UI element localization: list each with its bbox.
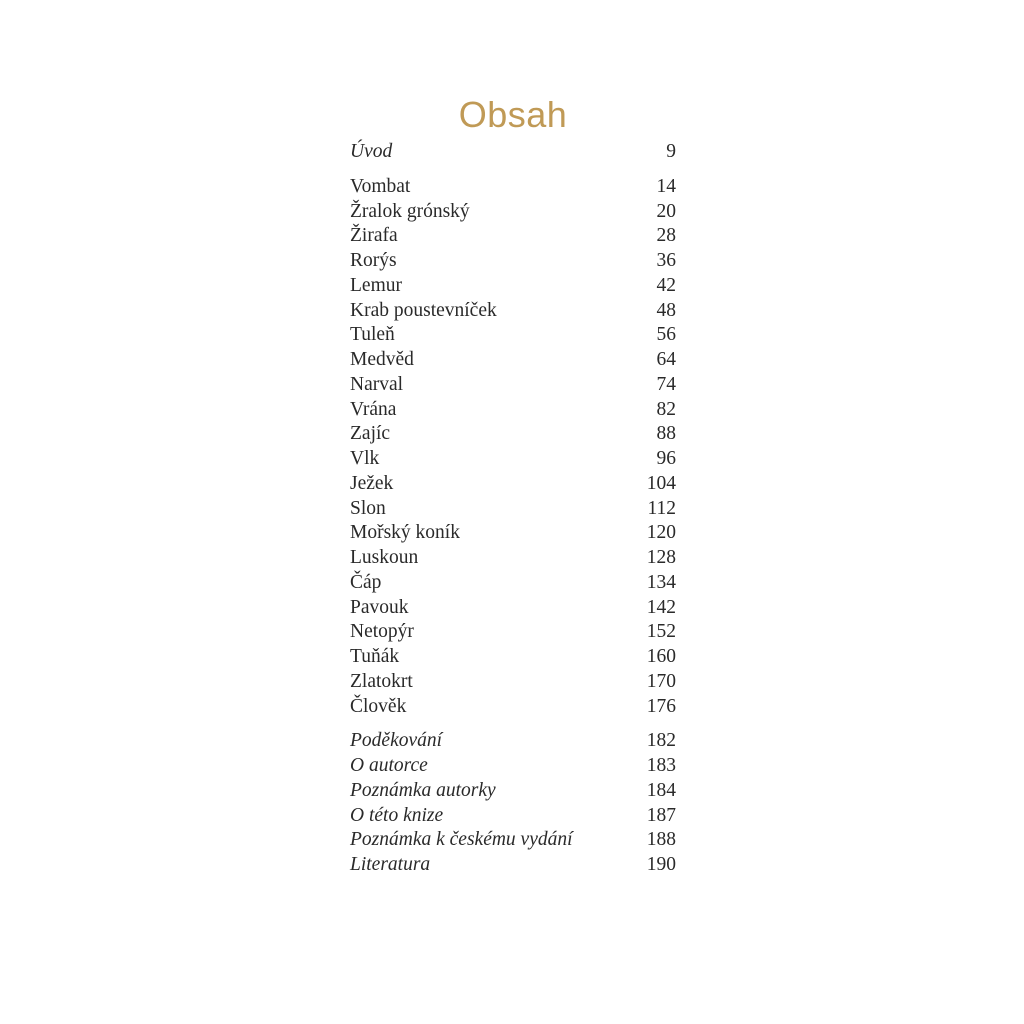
toc-entry-label: O této knize bbox=[350, 804, 444, 826]
toc-entry-label: Netopýr bbox=[350, 621, 414, 643]
toc-entry bbox=[350, 620, 676, 645]
toc-entry-page-number: 36 bbox=[656, 250, 676, 271]
toc-chapters-group bbox=[350, 175, 676, 720]
table-of-contents bbox=[350, 140, 676, 878]
toc-entry-label: Literatura bbox=[350, 854, 431, 875]
toc-entry-page-number: 190 bbox=[646, 854, 676, 875]
toc-entry-page-number: 184 bbox=[646, 779, 676, 801]
toc-entry bbox=[350, 695, 676, 720]
toc-entry-label: Poděkování bbox=[350, 730, 443, 752]
toc-entry bbox=[350, 249, 676, 274]
toc-entry-label: Narval bbox=[350, 373, 404, 395]
toc-entry-page-number: 48 bbox=[656, 299, 676, 321]
toc-entry-page-number: 96 bbox=[656, 448, 676, 469]
toc-entry bbox=[350, 472, 676, 497]
toc-entry bbox=[350, 140, 676, 165]
toc-entry-page-number: 20 bbox=[656, 200, 676, 222]
toc-entry bbox=[350, 497, 676, 522]
toc-entry-label: Tuňák bbox=[350, 646, 400, 667]
toc-entry-page-number: 188 bbox=[646, 829, 676, 851]
toc-entry-page-number: 170 bbox=[646, 670, 676, 692]
toc-entry-label: Vlk bbox=[350, 448, 380, 469]
toc-entry-label: Rorýs bbox=[350, 250, 397, 271]
toc-intro-group bbox=[350, 140, 676, 165]
toc-entry-page-number: 56 bbox=[656, 324, 676, 346]
toc-entry bbox=[350, 828, 676, 853]
toc-entry-label: Mořský koník bbox=[350, 522, 460, 544]
toc-entry bbox=[350, 398, 676, 423]
toc-entry-label: O autorce bbox=[350, 755, 428, 776]
toc-entry bbox=[350, 670, 676, 695]
toc-entry-page-number: 14 bbox=[656, 175, 676, 197]
toc-entry-page-number: 9 bbox=[666, 141, 676, 162]
toc-entry-label: Luskoun bbox=[350, 547, 419, 568]
toc-entry-page-number: 112 bbox=[647, 497, 676, 519]
toc-entry-page-number: 187 bbox=[646, 804, 676, 826]
toc-entry-page-number: 128 bbox=[646, 547, 676, 568]
toc-entry bbox=[350, 175, 676, 200]
toc-entry-label: Vrána bbox=[350, 398, 397, 420]
toc-entry bbox=[350, 422, 676, 447]
toc-entry-label: Žirafa bbox=[350, 225, 398, 247]
toc-entry-page-number: 120 bbox=[646, 522, 676, 544]
toc-entry-page-number: 42 bbox=[656, 274, 676, 296]
toc-entry-page-number: 152 bbox=[646, 621, 676, 643]
toc-entry-label: Čáp bbox=[350, 571, 382, 593]
toc-entry-label: Tuleň bbox=[350, 324, 395, 346]
toc-entry-page-number: 28 bbox=[656, 225, 676, 247]
toc-entry-label: Ježek bbox=[350, 472, 394, 494]
toc-entry-label: Medvěd bbox=[350, 349, 414, 370]
toc-entry-page-number: 183 bbox=[646, 755, 676, 776]
toc-back-matter-group bbox=[350, 729, 676, 878]
toc-entry bbox=[350, 853, 676, 878]
toc-entry-label: Zlatokrt bbox=[350, 670, 413, 692]
toc-entry bbox=[350, 299, 676, 324]
toc-entry bbox=[350, 804, 676, 829]
toc-entry-page-number: 88 bbox=[656, 423, 676, 445]
toc-entry-page-number: 182 bbox=[646, 730, 676, 752]
toc-entry bbox=[350, 200, 676, 225]
toc-entry-label: Krab poustevníček bbox=[350, 299, 497, 321]
toc-entry bbox=[350, 754, 676, 779]
toc-entry bbox=[350, 224, 676, 249]
toc-entry bbox=[350, 373, 676, 398]
toc-entry bbox=[350, 521, 676, 546]
toc-entry-label: Lemur bbox=[350, 274, 402, 296]
toc-entry-label: Poznámka autorky bbox=[350, 779, 496, 801]
toc-entry-label: Člověk bbox=[350, 695, 407, 717]
toc-entry-label: Slon bbox=[350, 497, 386, 519]
toc-entry bbox=[350, 729, 676, 754]
toc-entry bbox=[350, 447, 676, 472]
toc-entry-page-number: 74 bbox=[656, 373, 676, 395]
toc-entry bbox=[350, 596, 676, 621]
toc-entry-page-number: 134 bbox=[646, 571, 676, 593]
toc-entry-label: Poznámka k českému vydání bbox=[350, 829, 573, 851]
toc-entry-label: Žralok grónský bbox=[350, 200, 470, 222]
toc-entry bbox=[350, 274, 676, 299]
toc-entry-label: Vombat bbox=[350, 175, 411, 197]
toc-entry-page-number: 82 bbox=[656, 398, 676, 420]
toc-entry-page-number: 176 bbox=[646, 695, 676, 717]
toc-entry-page-number: 64 bbox=[656, 349, 676, 370]
toc-entry-label: Úvod bbox=[350, 141, 393, 162]
toc-entry-page-number: 160 bbox=[646, 646, 676, 667]
toc-entry-label: Pavouk bbox=[350, 596, 409, 618]
toc-entry bbox=[350, 348, 676, 373]
toc-entry bbox=[350, 779, 676, 804]
toc-entry-label: Zajíc bbox=[350, 423, 391, 445]
toc-entry bbox=[350, 571, 676, 596]
toc-entry-page-number: 142 bbox=[646, 596, 676, 618]
toc-entry bbox=[350, 546, 676, 571]
toc-entry bbox=[350, 323, 676, 348]
page-title: Obsah bbox=[458, 94, 568, 135]
toc-entry-page-number: 104 bbox=[646, 472, 676, 494]
toc-entry bbox=[350, 645, 676, 670]
